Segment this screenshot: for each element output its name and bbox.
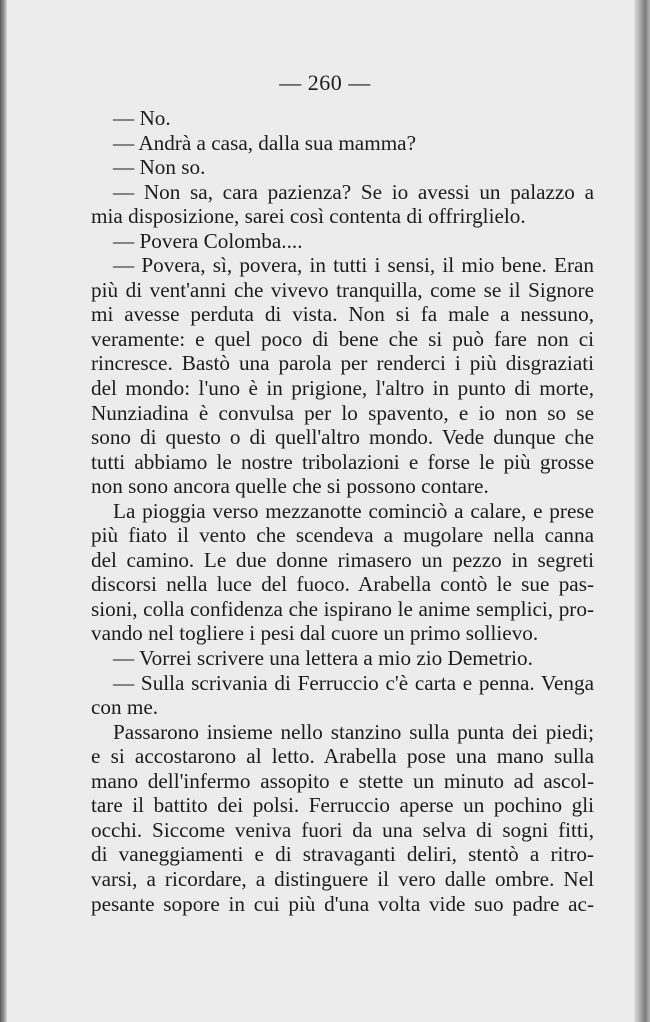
text-line: — Andrà a casa, dalla sua mamma? [113, 130, 416, 155]
text-line: mia disposizione, sarei così contenta di offrirglielo. [91, 204, 526, 229]
text-line: Passarono insieme nello stanzino sulla punta dei piedi; [113, 719, 594, 744]
text-line: — Non so. [113, 155, 206, 180]
text-line: non sono ancora quelle che si possono contare. [91, 474, 489, 499]
text-line: rincresce. Bastò una parola per renderci i più disgraziati [91, 351, 594, 376]
text-line: — Povera Colomba.... [113, 228, 303, 253]
text-line: con me. [91, 695, 159, 720]
text-line: tare il battito dei polsi. Ferruccio aperse un pochino gli [91, 793, 594, 818]
text-line: — No. [113, 106, 171, 130]
text-line: — Sulla scrivania di Ferruccio c'è carta e penna. Venga [113, 670, 594, 695]
text-line: pesante sopore in cui più d'una volta vide suo padre ac- [91, 891, 594, 916]
text-line: veramente: e quel poco di bene che si può fare non ci [91, 326, 594, 351]
text-line: — Non sa, cara pazienza? Se io avessi un palazzo a [113, 179, 594, 204]
text-line: tutti abbiamo le nostre tribolazioni e forse le più grosse [91, 449, 594, 474]
page-number: — 260 — [279, 70, 371, 95]
text-line: sono di questo o di quell'altro mondo. Vede dunque che [91, 425, 594, 450]
page-right-edge [634, 0, 650, 1022]
text-line: mano dell'infermo assopito e stette un minuto ad ascol- [91, 768, 594, 793]
text-line: mi avesse perduta di vista. Non si fa male a nessuno, [91, 302, 594, 327]
text-line: più di vent'anni che vivevo tranquilla, come se il Signore [91, 277, 594, 302]
text-line: di vaneggiamenti e di stravaganti deliri, stentò a ritro- [91, 842, 594, 867]
body-text [91, 106, 594, 916]
text-line: varsi, a ricordare, a distinguere il vero dalle ombre. Nel [91, 866, 594, 891]
text-line: del mondo: l'uno è in prigione, l'altro in punto di morte, [91, 376, 594, 401]
page-left-edge [0, 0, 7, 1022]
text-line: — Vorrei scrivere una lettera a mio zio Demetrio. [113, 646, 533, 671]
text-line: vando nel togliere i pesi dal cuore un primo sollievo. [91, 621, 539, 646]
text-line: occhi. Siccome veniva fuori da una selva di sogni fitti, [91, 817, 594, 842]
text-line: del camino. Le due donne rimasero un pezzo in segreti [91, 547, 594, 572]
text-line: sioni, colla confidenza che ispirano le anime semplici, pro- [91, 596, 594, 621]
text-line: Nunziadina è convulsa per lo spavento, e io non so se [91, 400, 594, 425]
text-line: e si accostarono al letto. Arabella pose una mano sulla [91, 744, 594, 769]
text-line: La pioggia verso mezzanotte cominciò a calare, e prese [113, 498, 594, 523]
text-line: discorsi nella luce del fuoco. Arabella contò le sue pas- [91, 572, 594, 597]
text-line: — Povera, sì, povera, in tutti i sensi, il mio bene. Eran [113, 253, 594, 278]
text-line: più fiato il vento che scendeva a mugolare nella canna [91, 523, 594, 548]
